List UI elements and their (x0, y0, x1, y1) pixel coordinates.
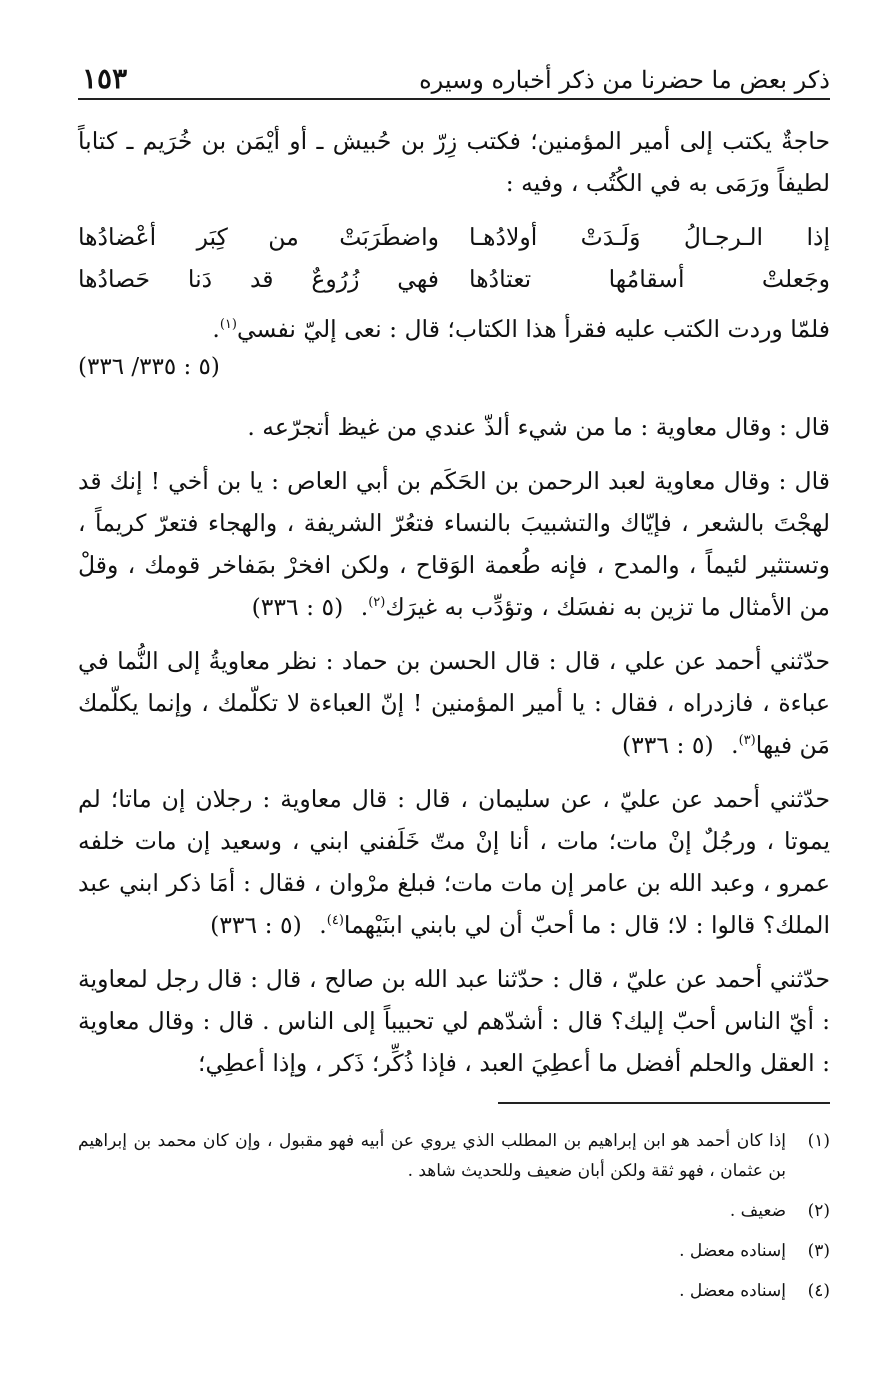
paragraph-4-reference: (٥ : ٣٣٦) (251, 593, 344, 621)
paragraph-7: حدّثني أحمد عن عليّ ، قال : حدّثنا عبد الله بن صالح ، قال : قال رجل لمعاوية : أيّ الناس أحبّ إليك؟ قال : أشدّهم لي تحبيباً إلى الناس . قال : وقال معاوية : العقل والحلم أفضل ما أعطِيَ العبد ، فإذا ذُكِّر؛ ذَكر ، وإذا أعطِي؛ (78, 965, 830, 1077)
footnote-item (78, 1236, 830, 1266)
paragraph-5-text: حدّثني أحمد عن علي ، قال : قال الحسن بن حماد : نظر معاويةُ إلى النُّما في عباءة ، فازدراه ، فقال : يا أمير المؤمنين ! إنّ العباءة لا تكلّمك ، وإنما يكلّمك مَن فيها (78, 647, 830, 759)
footnote-number: (٤) (807, 1281, 830, 1301)
footnote-marker-3: (٣) (738, 733, 756, 749)
footnote-item (78, 1196, 830, 1226)
footnotes (78, 1126, 830, 1306)
paragraph-6-text: حدّثني أحمد عن عليّ ، عن سليمان ، قال : قال معاوية : رجلان إن ماتا؛ لم يموتا ، ورجُلٌ إنْ مات؛ مات ، أنا إنْ متّ خَلَفني ابني ، وسعيد إن مات خلفه عمرو ، وعبد الله بن عامر إن مات مات؛ فبلغ مرْوان ، فقال : أمَا ذكر ابني عبد الملك؟ قالوا : لا؛ قال : ما أحبّ أن لي بابني ابنَيْهما (78, 785, 830, 939)
paragraph-6: حدّثني أحمد عن عليّ ، عن سليمان ، قال : قال معاوية : رجلان إن ماتا؛ لم يموتا ، ورجُلٌ إنْ مات؛ مات ، أنا إنْ متّ خَلَفني ابني ، وسعيد إن مات خلفه عمرو ، وعبد الله بن عامر إن مات مات؛ فبلغ مرْوان ، فقال : أمَا ذكر ابني عبد الملك؟ قالوا : لا؛ قال : ما أحبّ أن لي بابني ابنَيْهما$^{(٤)}$. (٥ : ٣٣٦) (78, 778, 830, 946)
book-page (78, 62, 830, 1316)
footnote-separator (498, 1102, 830, 1104)
paragraph-3: قال : وقال معاوية : ما من شيء ألذّ عندي من غيظ أتجرّعه . (247, 413, 830, 441)
footnote-number: (٣) (807, 1241, 830, 1261)
footnote-marker-2: (٢) (368, 595, 386, 611)
paragraph-6-reference: (٥ : ٣٣٦) (210, 911, 302, 939)
footnote-item (78, 1276, 830, 1306)
footnote-marker-1: (١) (219, 317, 237, 333)
paragraph-5: حدّثني أحمد عن علي ، قال : قال الحسن بن حماد : نظر معاويةُ إلى النُّما في عباءة ، فازدراه ، فقال : يا أمير المؤمنين ! إنّ العباءة لا تكلّمك ، وإنما يكلّمك مَن فيها$^{(٣)}$. (٥ : ٣٣٦) (78, 640, 830, 766)
paragraph-4-text: قال : وقال معاوية لعبد الرحمن بن الحَكَم بن أبي العاص : يا بن أخي ! إنك قد لهجْتَ بالشعر ، فإيّاك والتشبيبَ بالنساء فتعُرّ الشريفة ، والهجاء فتعرّ كريماً ، وتستثير لئيماً ، والمدح ، فإنه طُعمة الوَقاح ، ولكن افخرْ بمَفاخر قومك ، وقلْ من الأمثال ما تزين به نفسَك ، وتؤدِّب به غيرَك (78, 467, 830, 621)
verse-2-first-hemistich: وجَعلتْ أسقامُها تعتادُها (469, 265, 830, 293)
poem-verse-2 (78, 258, 830, 300)
paragraph-5-reference: (٥ : ٣٣٦) (621, 731, 714, 759)
footnote-marker-4: (٤) (326, 913, 344, 929)
footnote-item (78, 1126, 830, 1186)
footnote-text: إذا كان أحمد هو ابن إبراهيم بن المطلب الذي يروي عن أبيه فهو مقبول ، وإن كان محمد بن إبراهيم بن عثمان ، فهو ثقة ولكن أبان ضعيف وللحديث شاهد . (78, 1131, 786, 1181)
footnote-text: ضعيف . (729, 1201, 786, 1221)
page-header (78, 62, 830, 100)
verse-2-second-hemistich: فهي زُرُوعٌ قد دَنا حَصادُها (78, 265, 439, 293)
page-number: ١٥٣ (82, 62, 128, 95)
paragraph-1: حاجةٌ يكتب إلى أمير المؤمنين؛ فكتب زِرّ بن حُبيش ـ أو أيْمَن بن خُرَيم ـ كتاباً لطيفاً ورَمَى به في الكُتُب ، وفيه : (78, 127, 830, 197)
poem-verse-1 (78, 216, 830, 258)
footnote-number: (١) (807, 1131, 830, 1151)
footnote-text: إسناده معضل . (679, 1241, 786, 1261)
paragraph-2-reference: (٥ : ٣٣٥/ ٣٣٦) (78, 354, 220, 380)
verse-1-first-hemistich: إذا الـرجـالُ وَلَـدَتْ أولادُهـا (469, 223, 830, 251)
poem (78, 216, 830, 300)
verse-1-second-hemistich: واضطَرَبَتْ من كِبَر أعْضادُها (78, 223, 439, 251)
paragraph-2: فلمّا وردت الكتب عليه فقرأ هذا الكتاب؛ قال : نعى إليّ نفسي$^{(١)}$. (212, 315, 830, 343)
paragraph-2-text: فلمّا وردت الكتب عليه فقرأ هذا الكتاب؛ قال : نعى إليّ نفسي (236, 315, 830, 343)
main-text (78, 120, 830, 1084)
footnote-number: (٢) (807, 1201, 830, 1221)
running-title: ذكر بعض ما حضرنا من ذكر أخباره وسيره (419, 66, 830, 94)
footnote-text: إسناده معضل . (679, 1281, 786, 1301)
paragraph-4: قال : وقال معاوية لعبد الرحمن بن الحَكَم بن أبي العاص : يا بن أخي ! إنك قد لهجْتَ بالشعر ، فإيّاك والتشبيبَ بالنساء فتعُرّ الشريفة ، والهجاء فتعرّ كريماً ، وتستثير لئيماً ، والمدح ، فإنه طُعمة الوَقاح ، ولكن افخرْ بمَفاخر قومك ، وقلْ من الأمثال ما تزين به نفسَك ، وتؤدِّب به غيرَك$^{(٢)}$. (٥ : ٣٣٦) (78, 460, 830, 628)
